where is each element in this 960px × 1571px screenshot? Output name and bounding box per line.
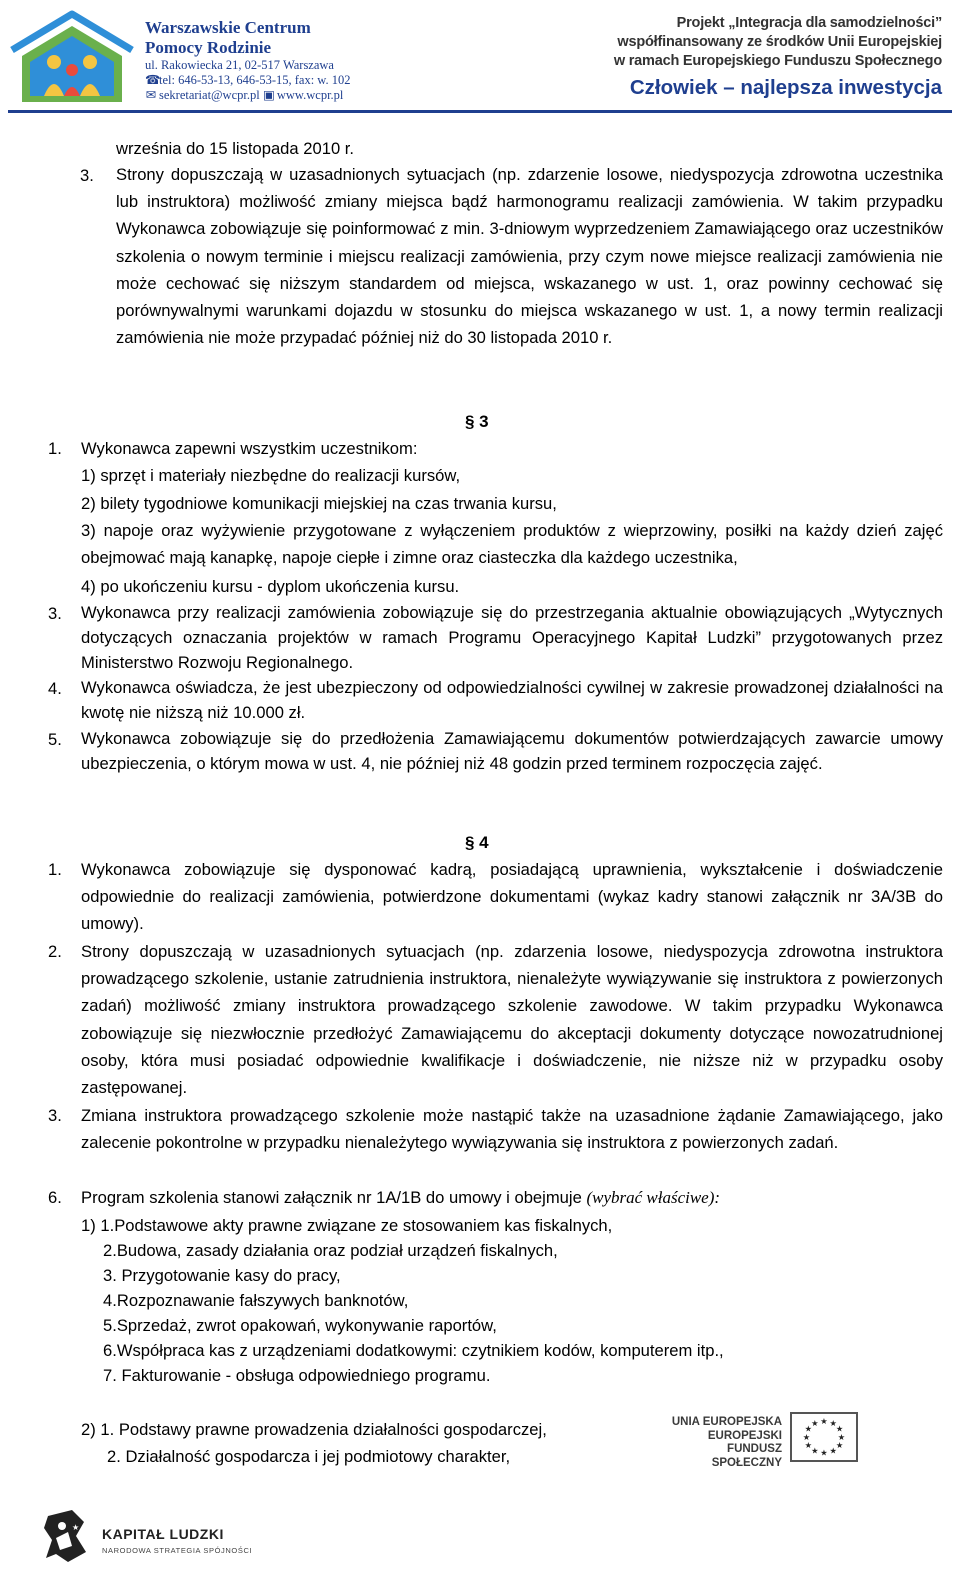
paragraph-text: [81, 1186, 720, 1210]
letterhead: [0, 0, 960, 112]
section-heading-4: § 4: [465, 833, 489, 852]
org-contact-row: [145, 88, 435, 103]
paragraph-text: Wykonawca zobowiązuje się dysponować kadrą, posiadającą uprawnienia, wykształcenie i doświadczenie odpowiednie do realizacji zamówienia, potwierdzone dokumentami (wykaz kadry stanowi załącznik nr 3A/3B do umowy).: [81, 860, 943, 934]
kapital-ludzki-emblem-icon: [42, 1508, 90, 1564]
list-item: 1) 1.Podstawowe akty prawne związane ze stosowaniem kas fiskalnych,: [81, 1216, 613, 1235]
list-item: 2) bilety tygodniowe komunikacji miejskiej na czas trwania kursu,: [81, 494, 557, 513]
svg-text:★: ★: [802, 1431, 811, 1442]
svg-text:★: ★: [820, 1416, 828, 1427]
list-item: 6.Współpraca kas z urządzeniami dodatkowymi: czytnikiem kodów, komputerem itp.,: [103, 1341, 724, 1360]
choose-note: (wybrać właściwe):: [586, 1188, 721, 1207]
continued-text: września do 15 listopada 2010 r.: [116, 139, 355, 158]
list-item: 4.Rozpoznawanie fałszywych banknotów,: [103, 1291, 409, 1310]
project-slogan: Człowiek – najlepsza inwestycja: [629, 76, 942, 99]
list-item: 3. Przygotowanie kasy do pracy,: [103, 1266, 341, 1285]
section-heading-3: § 3: [465, 412, 489, 431]
paragraph-text: Wykonawca zobowiązuje się do przedłożenia Zamawiającemu dokumentów potwierdzających zawarcie umowy ubezpieczenia, o którym mowa w ust. 4, nie później niż 48 godzin przed terminem rozpoczęcia zajęć.: [81, 729, 943, 773]
paragraph-number: 3.: [48, 1106, 62, 1125]
list-item: 7. Fakturowanie - obsługa odpowiedniego programu.: [103, 1366, 491, 1385]
eu-label-line-2: EUROPEJSKI: [707, 1429, 782, 1442]
org-name-line-1: Warszawskie Centrum: [145, 18, 311, 37]
kapital-ludzki-logo: [42, 1508, 262, 1564]
list-item: 1) sprzęt i materiały niezbędne do realizacji kursów,: [81, 466, 461, 485]
paragraph-number: 1.: [48, 439, 62, 458]
paragraph-text: Strony dopuszczają w uzasadnionych sytuacjach (np. zdarzenie losowe, niedyspozycja zdrowotna uczestnika lub instruktora) możliwość zmiany miejsca bądź harmonogramu realizacji zamówienia. W takim przypadku Wykonawca zobowiązuje się poinformować z min. 3-dniowym wyprzedzeniem Zamawiającego oraz uczestników szkolenia o nowym terminie i miejscu realizacji zamówienia, przy czym nowe miejsce realizacji zamówienia nie może cechować się niższym standardem od miejsca, wskazanego w ust. 1, oraz powinny cechować się porównywalnymi warunkami dojazdu w stosunku do miejsca wskazanego w ust. 1, a nowy termin realizacji zamówienia nie może przypadać później niż do 30 listopada 2010 r.: [116, 165, 943, 348]
paragraph-text: Strony dopuszczają w uzasadnionych sytuacjach (np. zdarzenia losowe, niedyspozycja zdrowotna instruktora prowadzącego szkolenie, ustanie zatrudnienia instruktora, nienależyte wywiązywanie się instruktora z powierzonych zadań) możliwość zmiany instruktora prowadzącego szkolenie zawodowe. W takim przypadku Wykonawca zobowiązuje się niezwłocznie przedłożyć Zamawiającemu do akceptacji dokumenty dotyczące nowozatrudnionej osoby, która musi posiadać odpowiednie kwalifikacje i doświadczenie, nie niższe niż w przypadku osoby zastępowanej.: [81, 942, 943, 1098]
web-icon: ▣: [262, 88, 275, 102]
paragraph-text: Wykonawca przy realizacji zamówienia zobowiązuje się do przestrzegania aktualnie obowiązujących „Wytycznych dotyczących oznaczania projektów w ramach Programu Operacyjnego Kapitał Ludzki” przygotowanych przez Ministerstwo Rozwoju Regionalnego.: [81, 603, 943, 672]
project-line-2: współfinansowany ze środków Unii Europejskiej: [617, 34, 942, 50]
email-icon: ✉: [145, 88, 157, 102]
paragraph-number: 1.: [48, 860, 62, 879]
svg-text:★: ★: [72, 1523, 80, 1532]
org-phone: tel: 646-53-13, 646-53-15, fax: w. 102: [159, 73, 351, 87]
svg-text:★: ★: [829, 1417, 837, 1428]
list-item: 4) po ukończeniu kursu - dyplom ukończenia kursu.: [81, 577, 460, 596]
org-email[interactable]: sekretariat@wcpr.pl: [159, 88, 260, 102]
header-divider: [8, 110, 952, 113]
paragraph-number: 5.: [48, 730, 62, 749]
eu-efs-logo: [658, 1412, 888, 1468]
svg-text:★: ★: [829, 1445, 837, 1456]
kapital-ludzki-subtitle: NARODOWA STRATEGIA SPÓJNOŚCI: [102, 1546, 253, 1555]
paragraph-text: Zmiana instruktora prowadzącego szkolenie może nastąpić także na uzasadnione żądanie Zamawiającego, jako zalecenie pokontrolne w przypadku nienależytego wywiązywania się instruktora z powierzonych zadań.: [81, 1106, 943, 1153]
paragraph-number: 4.: [48, 679, 62, 698]
svg-text:★: ★: [837, 1431, 846, 1442]
org-name-line-2: Pomocy Rodzinie: [145, 38, 272, 57]
paragraph-text: Wykonawca oświadcza, że jest ubezpieczony od odpowiedzialności cywilnej w zakresie prowadzonej działalności na kwotę nie niższą niż 10.000 zł.: [81, 678, 943, 722]
paragraph-text: Wykonawca zapewni wszystkim uczestnikom:: [81, 439, 418, 458]
list-item: 5.Sprzedaż, zwrot opakowań, wykonywanie raportów,: [103, 1316, 497, 1335]
paragraph-number: 3.: [48, 604, 62, 623]
org-phone-row: [145, 73, 435, 88]
project-line-3: w ramach Europejskiego Funduszu Społecznego: [613, 53, 942, 69]
svg-text:★: ★: [804, 1440, 813, 1451]
eu-label-line-1: UNIA EUROPEJSKA: [671, 1416, 782, 1428]
eu-stars-flag-icon: [790, 1412, 858, 1462]
list-item: 2.Budowa, zasady działania oraz podział urządzeń fiskalnych,: [103, 1241, 558, 1260]
svg-text:★: ★: [811, 1445, 819, 1456]
organization-info: [145, 18, 435, 103]
svg-text:★: ★: [835, 1423, 844, 1434]
svg-text:★: ★: [804, 1423, 813, 1434]
list-item: 2) 1. Podstawy prawne prowadzenia działalności gospodarczej,: [81, 1420, 547, 1439]
list-item: 3) napoje oraz wyżywienie przygotowane z wyłączeniem produktów z wieprzowiny, posiłki na każdy dzień zajęć obejmować mają kanapkę, napoje ciepłe i zimne oraz ciasteczka dla każdego uczestnika,: [81, 521, 943, 568]
paragraph-number: 2.: [48, 942, 62, 961]
eu-label-line-3: FUNDUSZ SPOŁECZNY: [711, 1443, 782, 1469]
svg-text:★: ★: [811, 1417, 819, 1428]
kapital-ludzki-name: KAPITAŁ LUDZKI: [102, 1526, 224, 1542]
svg-text:★: ★: [820, 1447, 828, 1458]
wcpr-house-logo-icon: [8, 10, 136, 106]
org-website[interactable]: www.wcpr.pl: [276, 88, 344, 102]
paragraph-number: 3.: [80, 166, 94, 185]
paragraph-number: 6.: [48, 1188, 62, 1207]
list-item: 2. Działalność gospodarcza i jej podmiotowy charakter,: [107, 1447, 511, 1466]
project-line-1: Projekt „Integracja dla samodzielności”: [676, 15, 942, 31]
phone-icon: ☎: [145, 73, 161, 87]
svg-text:★: ★: [835, 1440, 844, 1451]
program-intro-text: Program szkolenia stanowi załącznik nr 1A/1B do umowy i obejmuje: [81, 1188, 582, 1207]
project-info: [542, 14, 942, 101]
org-address: ul. Rakowiecka 21, 02-517 Warszawa: [145, 58, 334, 72]
